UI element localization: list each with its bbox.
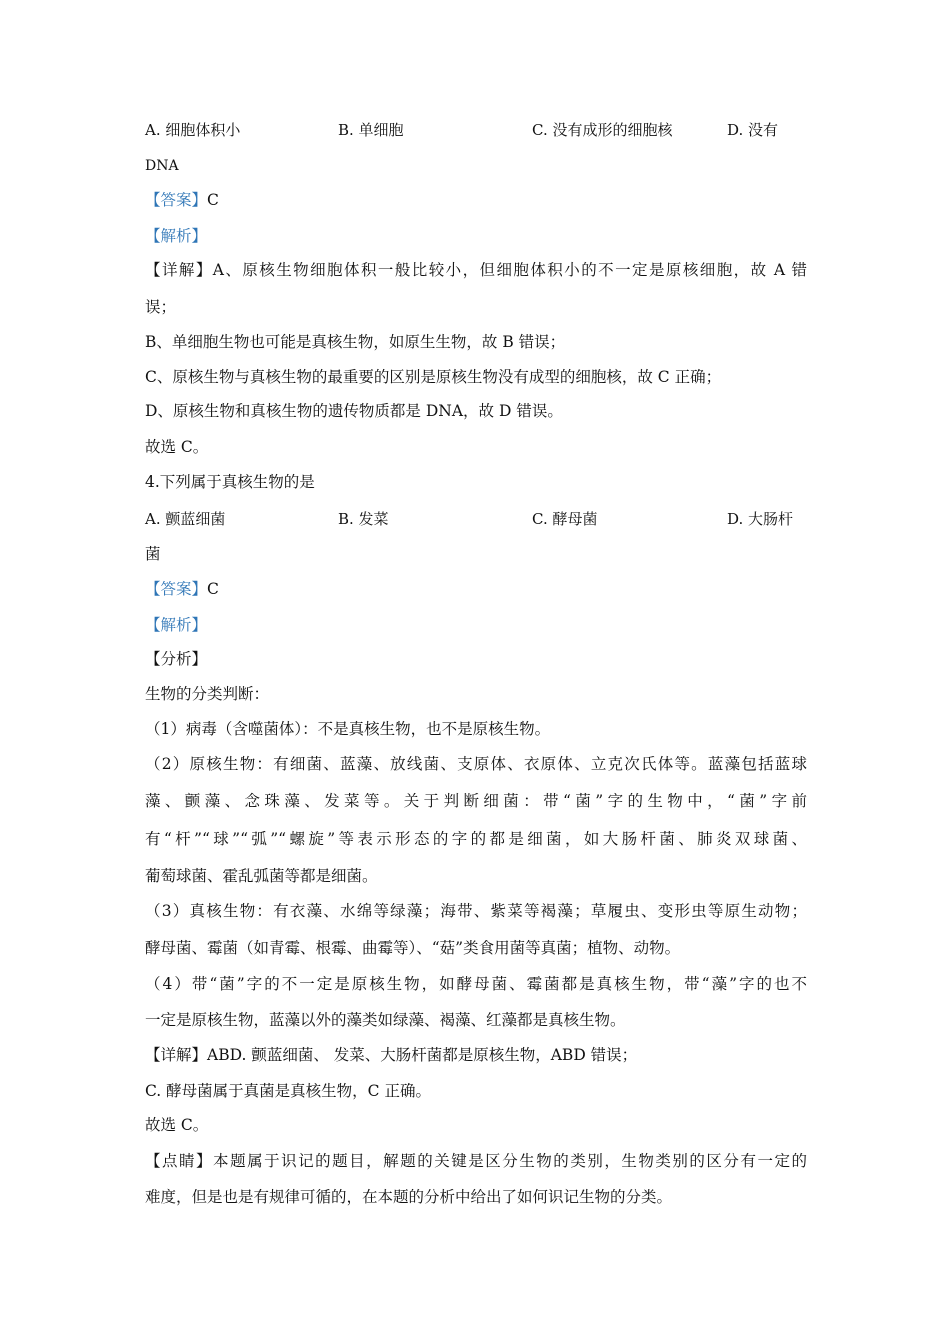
q4-option-wrap: 菌 (145, 545, 161, 563)
q4-option-d: D. 大肠杆 (727, 510, 794, 528)
q4-option-b: B. 发菜 (338, 510, 389, 528)
q4-option-a: A. 颤蓝细菌 (145, 510, 226, 528)
q4-analysis-tag: 【解析】 (145, 616, 208, 634)
q4-line: 故选 C。 (145, 1116, 209, 1134)
answer-tag: 【答案】 (145, 580, 208, 598)
q4-line: C. 酵母菌属于真菌是真核生物，C 正确。 (145, 1082, 431, 1100)
q4-line: （2）原核生物：有细菌、蓝藻、放线菌、支原体、衣原体、立克次氏体等。蓝藻包括蓝球 (145, 755, 807, 773)
q3-option-b: B. 单细胞 (338, 121, 404, 139)
q4-option-c: C. 酵母菌 (532, 510, 598, 528)
q3-option-d: D. 没有 (727, 121, 779, 139)
q4-question: 4.下列属于真核生物的是 (145, 473, 315, 491)
q3-detail-line: 【详解】A、原核生物细胞体积一般比较小，但细胞体积小的不一定是原核细胞，故 A 错 (145, 261, 807, 279)
q3-detail-line: B、单细胞生物也可能是真核生物，如原生生物，故 B 错误； (145, 333, 566, 351)
q4-line: 葡萄球菌、霍乱弧菌等都是细菌。 (145, 867, 378, 885)
q3-option-a: A. 细胞体积小 (145, 121, 241, 139)
q4-line: 藻、颤藻、念珠藻、发菜等。关于判断细菌：带“菌”字的生物中，“菌”字前 (145, 792, 807, 810)
q4-line: 一定是原核生物，蓝藻以外的藻类如绿藻、褐藻、红藻都是真核生物。 (145, 1011, 626, 1029)
q4-line: 难度，但是也是有规律可循的，在本题的分析中给出了如何识记生物的分类。 (145, 1188, 673, 1206)
q4-answer (145, 579, 219, 599)
q4-line: 酵母菌、霉菌（如青霉、根霉、曲霉等）、“菇”类食用菌等真菌；植物、动物。 (145, 939, 681, 957)
q3-analysis-tag: 【解析】 (145, 227, 208, 245)
q4-line: 【详解】ABD. 颤蓝细菌、 发菜、大肠杆菌都是原核生物，ABD 错误； (145, 1046, 638, 1064)
q3-detail-line: D、原核生物和真核生物的遗传物质都是 DNA，故 D 错误。 (145, 402, 563, 420)
answer-value: C (207, 191, 219, 209)
q4-line: 【点睛】本题属于识记的题目，解题的关键是区分生物的类别，生物类别的区分有一定的 (145, 1152, 807, 1170)
q3-conclusion: 故选 C。 (145, 438, 209, 456)
q3-option-c: C. 没有成形的细胞核 (532, 121, 673, 139)
q4-line: 有“杆”“球”“弧”“螺旋”等表示形态的字的都是细菌，如大肠杆菌、肺炎双球菌、 (145, 830, 807, 848)
q4-line: （3）真核生物：有衣藻、水绵等绿藻；海带、紫菜等褐藻；草履虫、变形虫等原生动物； (145, 902, 807, 920)
q4-line: 生物的分类判断： (145, 685, 270, 703)
q4-line: （4）带“菌”字的不一定是原核生物，如酵母菌、霉菌都是真核生物，带“藻”字的也不 (145, 975, 807, 993)
q4-line: 【分析】 (145, 650, 208, 668)
answer-value: C (207, 580, 219, 598)
q4-line: （1）病毒（含噬菌体）：不是真核生物，也不是原核生物。 (145, 720, 551, 738)
answer-tag: 【答案】 (145, 191, 208, 209)
q3-detail-line: C、原核生物与真核生物的最重要的区别是原核生物没有成型的细胞核，故 C 正确； (145, 368, 722, 386)
q3-option-wrap: DNA (145, 158, 179, 174)
q3-detail-line: 误； (145, 298, 177, 316)
q3-answer (145, 190, 219, 210)
